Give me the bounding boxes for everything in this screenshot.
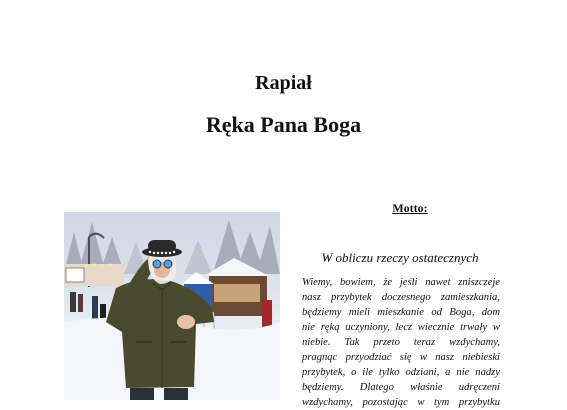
document-title: Ręka Pana Boga: [205, 112, 362, 137]
author-name: Rapiał: [255, 72, 312, 94]
photo: [64, 212, 280, 400]
motto-heading: W obliczu rzeczy ostatecznych: [321, 250, 479, 265]
motto-text: [302, 275, 500, 410]
motto-line: niebie. Tak przeto teraz wzdychamy,: [302, 337, 500, 348]
motto-label: Motto:: [392, 201, 428, 215]
motto-line: będziemy. Dlatego właśnie udręczeni: [302, 382, 500, 393]
motto-line: pragnąc przyodziać się w nasz niebieski: [302, 352, 500, 363]
motto-line: będziemy mieli mieszkanie od Boga, dom: [302, 307, 500, 318]
motto-line: nasz przybytek doczesnego zamieszkania,: [302, 292, 500, 303]
motto-line: przybytek, o ile tylko odziani, a nie nadzy: [302, 367, 500, 378]
motto-line: nie ręką uczyniony, lecz wiecznie trwały w: [302, 322, 500, 333]
photo-illustration: [64, 212, 280, 400]
motto-line: Wiemy, bowiem, że jeśli nawet zniszczeje: [302, 277, 500, 288]
motto-line: wzdychamy, pozostając w tym przybytku: [302, 397, 500, 408]
